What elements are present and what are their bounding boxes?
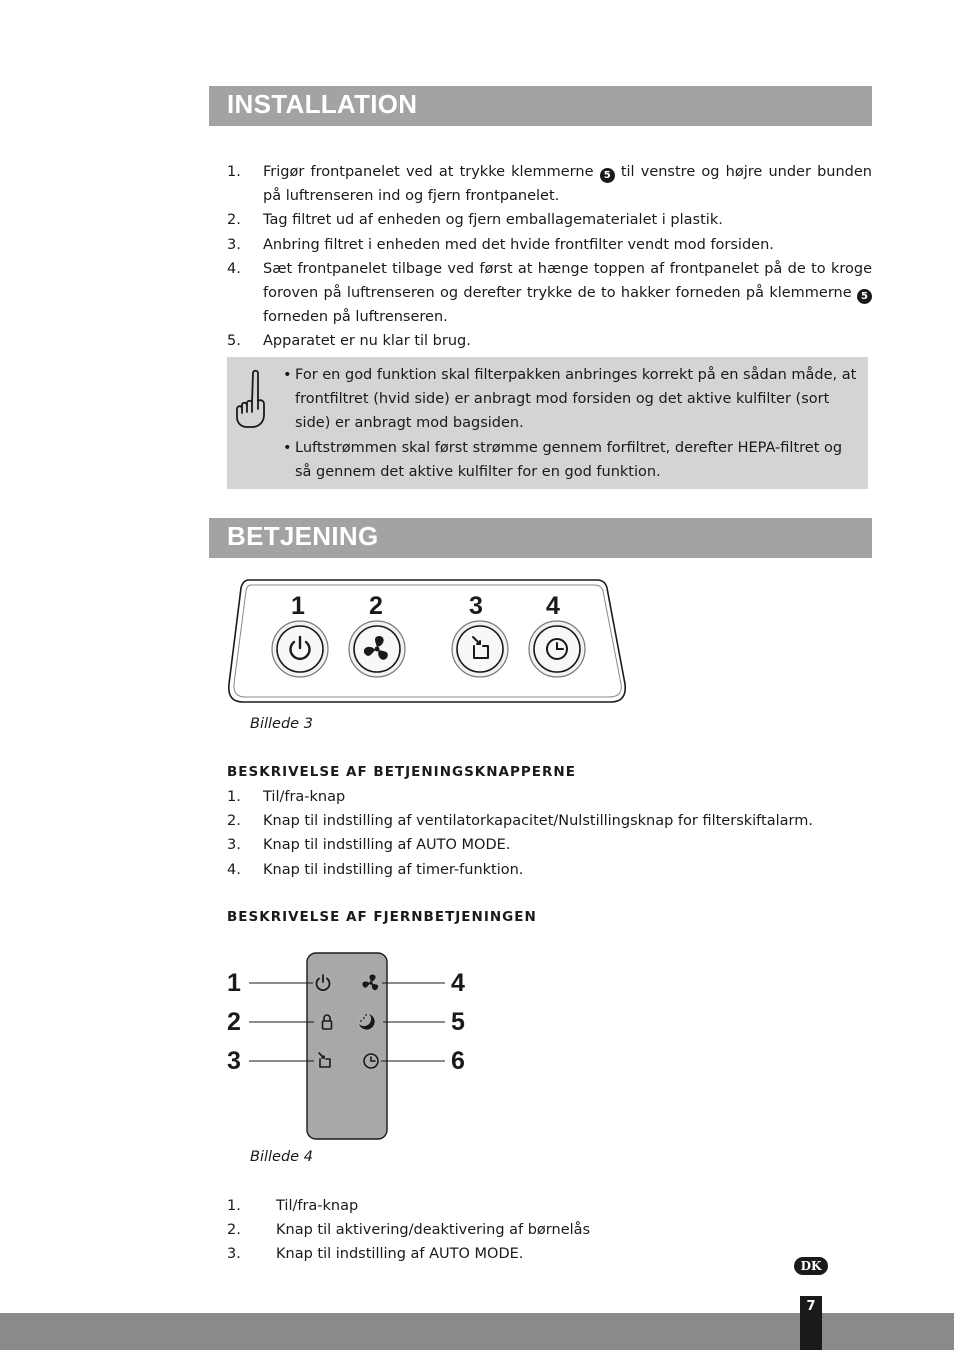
remote-description-heading: BESKRIVELSE AF FJERNBETJENINGEN [227, 909, 537, 925]
remote-fan-button [361, 973, 381, 993]
remote-description-list [227, 1194, 872, 1267]
page-number: 7 [800, 1296, 822, 1350]
pointing-hand-icon [233, 367, 269, 429]
list-item: 2. Knap til aktivering/deaktivering af børnelås [227, 1222, 591, 1239]
list-item: 3. Knap til indstilling af AUTO MODE. [227, 837, 511, 854]
remote-timer-button [361, 1051, 381, 1071]
control-panel-illustration [227, 576, 631, 706]
panel-power-button [272, 621, 328, 677]
list-item: 4. Sæt frontpanelet tilbage ved først at hænge toppen af frontpanelet på de to kroge foroven på luftrenseren og derefter trykke de to hakker forneden på klemmerne 5 forneden på luftrenseren. [227, 260, 872, 326]
panel-timer-button [529, 621, 585, 677]
remote-control-illustration [222, 950, 472, 1142]
language-badge: DK [794, 1257, 828, 1275]
panel-fan-button [349, 621, 405, 677]
list-item: 2. Tag filtret ud af enheden og fjern emballagematerialet i plastik. [227, 212, 723, 229]
list-item: 4. Knap til indstilling af timer-funktion. [227, 861, 524, 878]
betjening-header [209, 518, 872, 558]
betjening-title: BETJENING [227, 521, 379, 551]
list-item: 5. Apparatet er nu klar til brug. [227, 333, 471, 350]
installation-title: INSTALLATION [227, 89, 418, 119]
panel-number-4: 4 [546, 592, 560, 620]
remote-sleep-button [357, 1012, 377, 1032]
panel-number-3: 3 [469, 592, 483, 620]
figure-3-caption: Billede 3 [250, 716, 313, 732]
remote-number-3: 3 [227, 1047, 241, 1075]
figure-4-caption: Billede 4 [250, 1149, 313, 1165]
remote-power-button [313, 973, 333, 993]
remote-number-6: 6 [451, 1047, 465, 1075]
panel-auto-mode-button [452, 621, 508, 677]
list-item: 2. Knap til indstilling af ventilatorkapacitet/Nulstillingsknap for filterskiftalarm. [227, 813, 813, 830]
list-item: • Luftstrømmen skal først strømme gennem forfiltret, derefter HEPA-filtret og så gennem det aktive kulfilter for en god funktion. [283, 439, 843, 480]
list-item: 1. Frigør frontpanelet ved at trykke klemmerne 5 til venstre og højre under bunden på luftrenseren ind og fjern frontpanelet. [227, 164, 872, 205]
installation-header [209, 86, 872, 126]
list-item: 3. Anbring filtret i enheden med det hvide frontfilter vendt mod forsiden. [227, 236, 774, 253]
panel-number-1: 1 [291, 592, 305, 620]
list-item: • For en god funktion skal filterpakken anbringes korrekt på en sådan måde, at frontfiltret (hvid side) er anbragt mod forsiden og det aktive kulfilter (sort side) er anbragt mod bagsiden. [283, 367, 857, 432]
remote-auto-mode-button [314, 1051, 334, 1071]
marker-5-icon: 5 [857, 289, 872, 304]
remote-number-2: 2 [227, 1008, 241, 1036]
buttons-description-heading: BESKRIVELSE AF BETJENINGSKNAPPERNE [227, 764, 576, 780]
remote-lock-button [317, 1012, 337, 1032]
panel-number-2: 2 [369, 592, 383, 620]
remote-number-5: 5 [451, 1008, 465, 1036]
buttons-description-list [227, 785, 872, 882]
list-item: 3. Knap til indstilling af AUTO MODE. [227, 1246, 524, 1263]
marker-5-icon: 5 [600, 168, 615, 183]
installation-steps [227, 160, 872, 354]
list-item: 1. Til/fra-knap [227, 1198, 359, 1214]
list-item: 1. Til/fra-knap [227, 789, 346, 805]
remote-number-4: 4 [451, 969, 465, 997]
note-bullets [283, 363, 859, 484]
note-box [227, 357, 868, 489]
remote-number-1: 1 [227, 969, 241, 997]
